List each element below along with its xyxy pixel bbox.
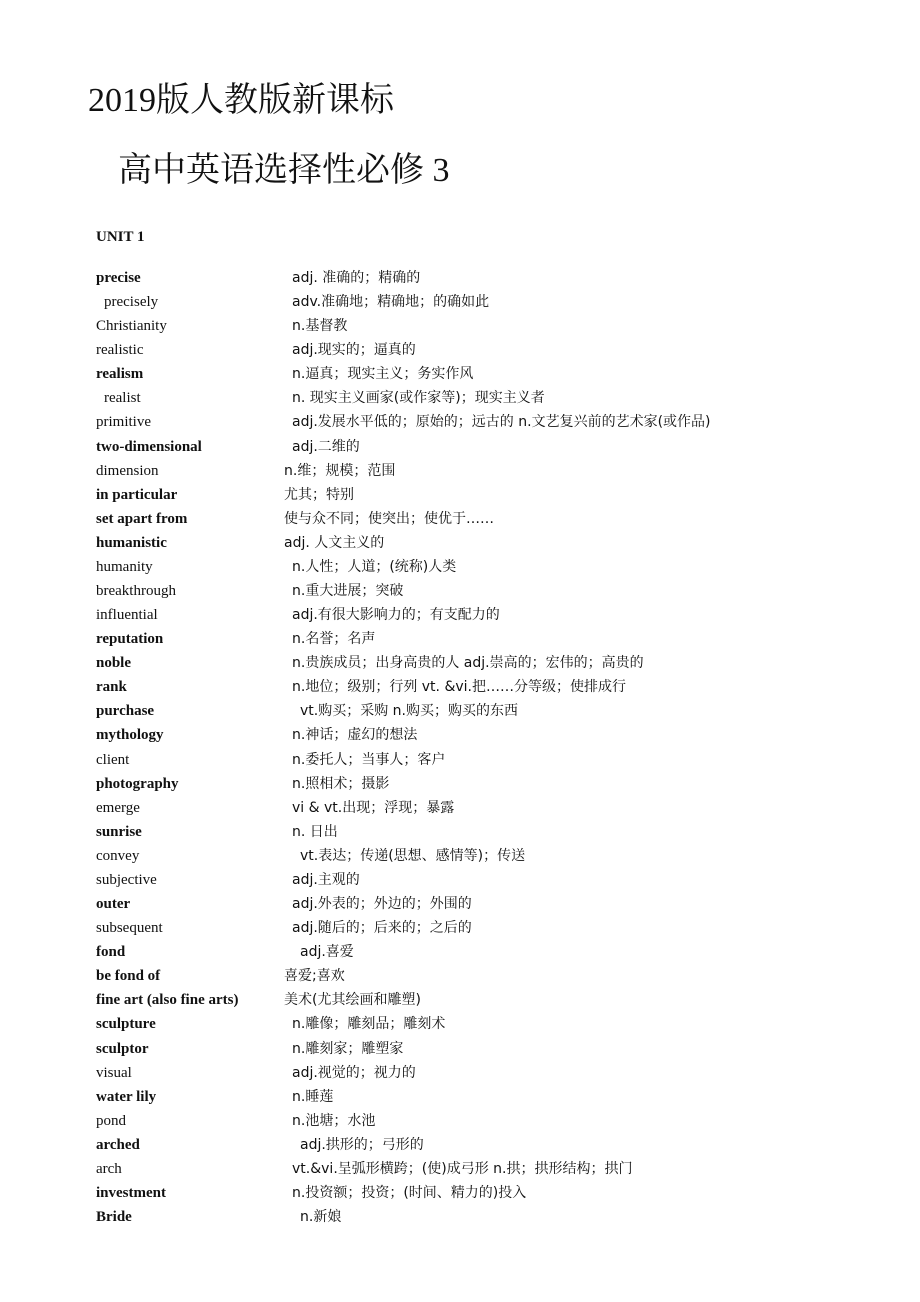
vocab-definition: adj.二维的	[292, 438, 360, 455]
vocab-entry	[96, 773, 896, 797]
vocab-word: in particular	[96, 486, 178, 503]
vocab-word: arch	[96, 1160, 122, 1177]
vocab-entry	[96, 845, 896, 869]
vocab-definition: n.委托人；当事人；客户	[292, 751, 446, 768]
vocab-definition: adj.外表的；外边的；外围的	[292, 896, 472, 913]
vocab-entry	[96, 1062, 896, 1086]
vocab-word: emerge	[96, 799, 140, 816]
vocab-entry	[96, 652, 896, 676]
vocab-word: realistic	[96, 342, 144, 359]
vocab-entry	[96, 1206, 896, 1230]
vocab-entry	[96, 941, 896, 965]
vocab-definition: n.名誉；名声	[292, 631, 376, 648]
vocab-entry	[96, 676, 896, 700]
vocab-entry	[96, 797, 896, 821]
vocab-definition: adj.发展水平低的；原始的；远古的 n.文艺复兴前的艺术家(或作品)	[292, 414, 711, 431]
unit-heading: UNIT 1	[96, 229, 145, 245]
vocab-entry	[96, 1038, 896, 1062]
page-title-line-2: 高中英语选择性必修 3	[118, 152, 450, 189]
vocab-definition: adj. 准确的；精确的	[292, 270, 421, 286]
vocab-word: primitive	[96, 414, 151, 431]
vocab-definition: n.神话；虚幻的想法	[292, 727, 418, 744]
vocab-definition: n.照相术；摄影	[292, 775, 390, 792]
vocab-word: investment	[96, 1184, 166, 1201]
vocab-word: humanity	[96, 558, 153, 575]
vocab-entry	[96, 1158, 896, 1182]
vocab-definition: adj.喜爱	[300, 944, 354, 961]
vocab-entry	[96, 749, 896, 773]
vocab-word: noble	[96, 655, 132, 672]
vocab-definition: adj.视觉的；视力的	[292, 1064, 416, 1081]
vocab-definition: vt.表达；传递(思想、感情等)；传送	[300, 847, 526, 864]
vocab-entry	[96, 1134, 896, 1158]
vocab-definition: vt.&vi.呈弧形横跨；(使)成弓形 n.拱；拱形结构；拱门	[292, 1160, 633, 1177]
vocab-word: precise	[96, 270, 141, 286]
vocab-entry	[96, 869, 896, 893]
vocab-definition: n.新娘	[300, 1209, 342, 1226]
vocab-word: outer	[96, 896, 131, 913]
vocab-definition: adj.有很大影响力的；有支配力的	[292, 607, 500, 624]
vocab-word: subsequent	[96, 920, 163, 937]
vocab-entry	[96, 917, 896, 941]
vocab-word: convey	[96, 847, 140, 864]
vocab-word: dimension	[96, 462, 159, 479]
vocab-definition: n. 日出	[292, 823, 338, 840]
vocab-word: sculptor	[96, 1040, 149, 1057]
vocab-word: breakthrough	[96, 583, 176, 600]
vocab-definition: n.基督教	[292, 318, 348, 335]
vocab-word: reputation	[96, 631, 164, 648]
vocab-entry	[96, 411, 896, 435]
vocab-entry	[96, 315, 896, 339]
vocab-word: fond	[96, 944, 126, 961]
vocab-word: realist	[104, 390, 141, 407]
vocab-entry	[96, 484, 896, 508]
vocab-entry	[96, 436, 896, 460]
vocab-definition: adj.随后的；后来的；之后的	[292, 920, 472, 937]
vocab-entry	[96, 604, 896, 628]
vocab-entry	[96, 821, 896, 845]
vocab-definition: adj. 人文主义的	[284, 534, 385, 551]
vocab-word: Bride	[96, 1209, 132, 1226]
page-title-line-1: 2019版人教版新课标	[88, 82, 394, 119]
vocab-word: sculpture	[96, 1016, 156, 1033]
vocab-definition: n.池塘；水池	[292, 1112, 376, 1129]
vocab-definition: n.重大进展；突破	[292, 583, 404, 600]
vocab-word: influential	[96, 607, 158, 624]
vocab-definition: n.雕刻家；雕塑家	[292, 1040, 404, 1057]
vocab-definition: n.人性；人道；(统称)人类	[292, 558, 457, 575]
vocab-definition: 喜爱;喜欢	[284, 968, 345, 985]
vocab-definition: n.贵族成员；出身高贵的人 adj.崇高的；宏伟的；高贵的	[292, 655, 644, 672]
vocabulary-list	[96, 267, 896, 1230]
vocab-word: pond	[96, 1112, 126, 1129]
vocab-definition: n.维；规模；范围	[284, 462, 396, 479]
vocab-entry	[96, 556, 896, 580]
vocab-word: client	[96, 751, 130, 768]
vocab-definition: n.投资额；投资；(时间、精力的)投入	[292, 1184, 527, 1201]
vocab-entry	[96, 339, 896, 363]
vocab-entry	[96, 965, 896, 989]
vocab-word: precisely	[104, 294, 159, 311]
vocab-entry	[96, 989, 896, 1013]
vocab-definition: n.睡莲	[292, 1088, 334, 1105]
vocab-entry	[96, 1086, 896, 1110]
vocab-definition: vt.购买；采购 n.购买；购买的东西	[300, 703, 518, 720]
vocab-definition: adv.准确地；精确地；的确如此	[292, 294, 490, 311]
vocab-entry	[96, 508, 896, 532]
vocab-word: arched	[96, 1136, 140, 1153]
vocab-entry	[96, 460, 896, 484]
vocab-entry	[96, 532, 896, 556]
vocab-entry	[96, 267, 896, 291]
vocab-entry	[96, 291, 896, 315]
vocab-entry	[96, 700, 896, 724]
vocab-definition: n. 现实主义画家(或作家等)；现实主义者	[292, 390, 545, 407]
vocab-word: water lily	[96, 1088, 157, 1105]
vocab-definition: adj.主观的	[292, 871, 360, 888]
vocab-word: fine art (also fine arts)	[96, 992, 239, 1009]
vocab-word: humanistic	[96, 534, 167, 551]
vocab-entry	[96, 1013, 896, 1037]
vocab-definition: adj.拱形的；弓形的	[300, 1136, 424, 1153]
vocab-definition: 尤其；特别	[284, 486, 354, 503]
vocab-word: realism	[96, 366, 144, 383]
vocab-entry	[96, 387, 896, 411]
vocab-entry	[96, 580, 896, 604]
vocab-definition: 美术(尤其绘画和雕塑)	[284, 992, 421, 1009]
vocab-word: Christianity	[96, 318, 167, 335]
vocab-word: two-dimensional	[96, 438, 202, 455]
vocab-word: subjective	[96, 871, 157, 888]
vocab-definition: vi & vt.出现；浮现；暴露	[292, 799, 455, 816]
vocab-entry	[96, 724, 896, 748]
vocab-word: set apart from	[96, 510, 188, 527]
vocab-word: visual	[96, 1064, 132, 1081]
vocab-entry	[96, 1182, 896, 1206]
vocab-definition: n.雕像；雕刻品；雕刻术	[292, 1016, 446, 1033]
vocab-definition: n.地位；级别；行列 vt. &vi.把……分等级；使排成行	[292, 679, 626, 696]
vocab-word: purchase	[96, 703, 155, 720]
vocab-word: rank	[96, 679, 127, 696]
vocab-entry	[96, 893, 896, 917]
vocab-definition: n.逼真；现实主义；务实作风	[292, 366, 474, 383]
vocab-entry	[96, 628, 896, 652]
vocab-word: sunrise	[96, 823, 142, 840]
vocab-definition: adj.现实的；逼真的	[292, 342, 416, 359]
vocab-definition: 使与众不同；使突出；使优于……	[284, 510, 494, 527]
vocab-entry	[96, 363, 896, 387]
vocab-word: photography	[96, 775, 179, 792]
vocab-word: mythology	[96, 727, 164, 744]
vocab-word: be fond of	[96, 968, 161, 985]
vocab-entry	[96, 1110, 896, 1134]
